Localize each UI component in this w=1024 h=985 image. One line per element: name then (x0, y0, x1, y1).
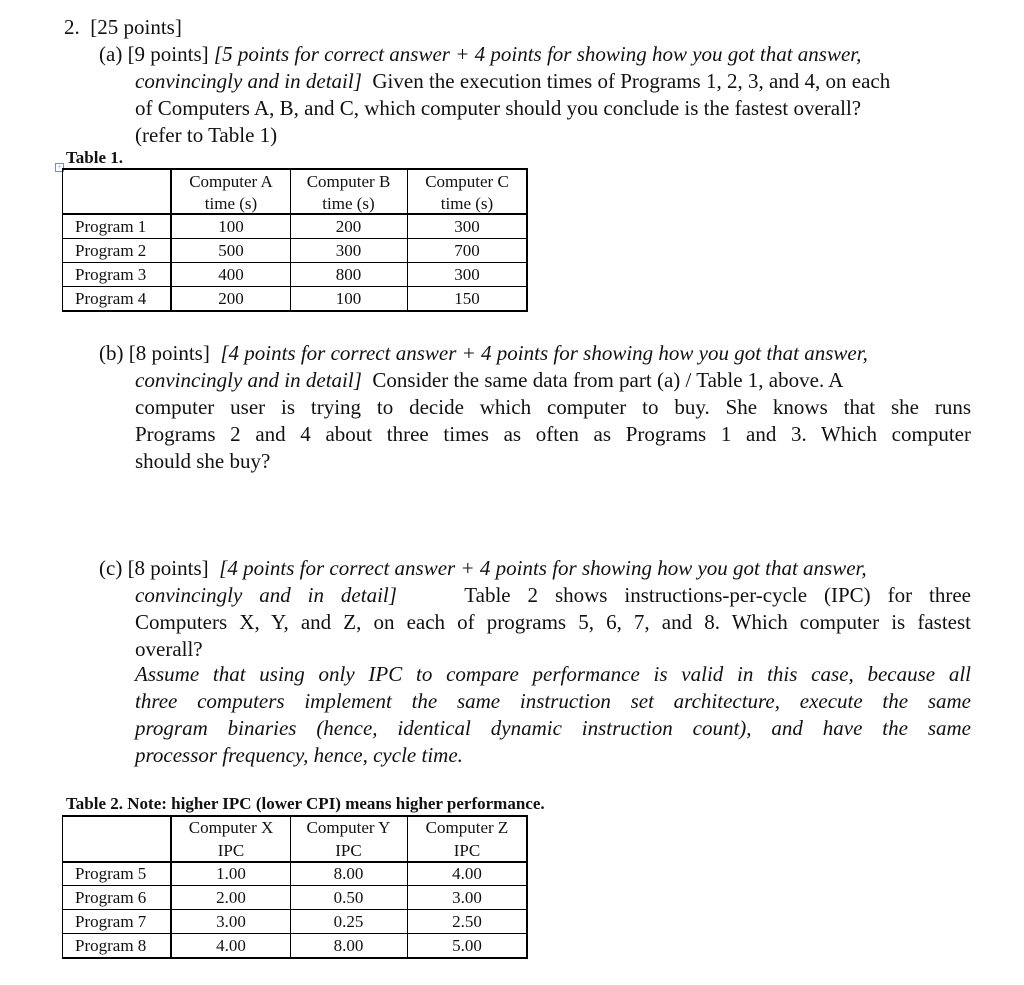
part-b-line-5: should she buy? (135, 449, 271, 473)
part-a-line-1: (a) [9 points] [5 points for correct answer + 4 points for showing how you got that answer, (99, 42, 862, 66)
table2-header-x: Computer X (188, 818, 274, 837)
part-c-line-2: convincingly and in detail] Table 2 shows instructions-per-cycle (IPC) for three (135, 583, 971, 607)
table2-rule (407, 815, 408, 958)
table1-rule (62, 213, 528, 215)
table1-header-a: Computer A (189, 172, 273, 191)
table-cell: 8.00 (333, 936, 364, 955)
table-row-label: Program 5 (75, 864, 147, 883)
table-cell: 8.00 (333, 864, 364, 883)
table-cell: 150 (454, 289, 480, 308)
table1-rule (62, 168, 528, 170)
table2-rule (62, 861, 528, 863)
table-row-label: Program 6 (75, 888, 147, 907)
table1-unit-b: time (s) (322, 194, 375, 213)
table2-rule (62, 815, 63, 958)
table-cell: 500 (218, 241, 244, 260)
table-cell: 0.25 (333, 912, 364, 931)
table1-header-c: Computer C (425, 172, 509, 191)
part-b-line-1: (b) [8 points] [4 points for correct answer + 4 points for showing how you got that answer, (99, 341, 868, 365)
table1-rule (62, 262, 528, 263)
part-c-line-1: (c) [8 points] [4 points for correct answer + 4 points for showing how you got that answer, (99, 556, 867, 580)
table2-rule (290, 815, 291, 958)
table-cell: 100 (218, 217, 244, 236)
table1-rule (62, 238, 528, 239)
table-cell: 200 (335, 217, 362, 236)
table-row-label: Program 7 (75, 912, 147, 931)
table1-rule (170, 168, 172, 311)
table-cell: 0.50 (333, 888, 364, 907)
table2-unit-y: IPC (335, 841, 362, 860)
table-cell: 200 (218, 289, 244, 308)
table1-rule (62, 168, 63, 311)
table-cell: 5.00 (452, 936, 482, 955)
table-cell: 3.00 (452, 888, 482, 907)
table1-unit-c: time (s) (440, 194, 494, 213)
table-cell: 100 (335, 289, 362, 308)
table2-header-y: Computer Y (306, 818, 391, 837)
table1-rule (62, 310, 528, 312)
table1-unit-a: time (s) (204, 194, 258, 213)
table1-header-b: Computer B (306, 172, 391, 191)
table-cell: 400 (218, 265, 244, 284)
table-row-label: Program 4 (75, 289, 147, 308)
table-cell: 2.50 (452, 912, 482, 931)
table-cell: 300 (335, 241, 362, 260)
question-number: 2. [25 points] (64, 15, 182, 39)
part-c-assume-2: three computers implement the same instruction set architecture, execute the same (135, 689, 971, 713)
part-b-line-4: Programs 2 and 4 about three times as often as Programs 1 and 3. Which computer (135, 422, 971, 446)
part-c-line-4: overall? (135, 637, 203, 661)
part-b-line-2: convincingly and in detail] Consider the same data from part (a) / Table 1, above. A (135, 368, 844, 392)
table-row-label: Program 3 (75, 265, 147, 284)
table1-rule (526, 168, 528, 311)
table-cell: 3.00 (216, 912, 246, 931)
part-b-line-3: computer user is trying to decide which computer to buy. She knows that she runs (135, 395, 971, 419)
table2-caption: Table 2. Note: higher IPC (lower CPI) means higher performance. (66, 794, 545, 813)
part-a-line-3: of Computers A, B, and C, which computer should you conclude is the fastest overall? (135, 96, 862, 120)
table2-header-z: Computer Z (425, 818, 509, 837)
part-a-line-4: (refer to Table 1) (135, 123, 278, 147)
part-c-line-3: Computers X, Y, and Z, on each of programs 5, 6, 7, and 8. Which computer is fastest (135, 610, 971, 634)
table2-rule (62, 909, 528, 910)
table-cell: 2.00 (216, 888, 246, 907)
table2-rule (62, 815, 528, 817)
table-cell: 800 (335, 265, 362, 284)
table2-rule (170, 815, 172, 958)
table1-rule (290, 168, 291, 311)
table-cell: 700 (454, 241, 480, 260)
table-row-label: Program 1 (75, 217, 147, 236)
table2-rule (62, 885, 528, 886)
table-row-label: Program 8 (75, 936, 147, 955)
table1-caption: Table 1. (66, 148, 124, 167)
table2-unit-z: IPC (453, 841, 481, 860)
table-cell: 4.00 (216, 936, 246, 955)
part-a-line-2: convincingly and in detail] Given the execution times of Programs 1, 2, 3, and 4, on each (135, 69, 891, 93)
part-c-assume-1: Assume that using only IPC to compare performance is valid in this case, because all (135, 662, 971, 686)
table-move-handle-icon[interactable]: + (55, 163, 64, 172)
table-cell: 300 (454, 217, 480, 236)
part-c-assume-3: program binaries (hence, identical dynamic instruction count), and have the same (135, 716, 971, 740)
table2-rule (62, 933, 528, 934)
table-row-label: Program 2 (75, 241, 147, 260)
table-cell: 4.00 (452, 864, 482, 883)
table1-rule (62, 286, 528, 287)
table2-unit-x: IPC (217, 841, 245, 860)
table2-rule (526, 815, 528, 958)
table-cell: 300 (454, 265, 480, 284)
part-c-assume-4: processor frequency, hence, cycle time. (135, 743, 463, 767)
table-cell: 1.00 (216, 864, 246, 883)
table1-rule (407, 168, 408, 311)
table2-rule (62, 957, 528, 959)
question-points: [25 points] (90, 15, 182, 39)
